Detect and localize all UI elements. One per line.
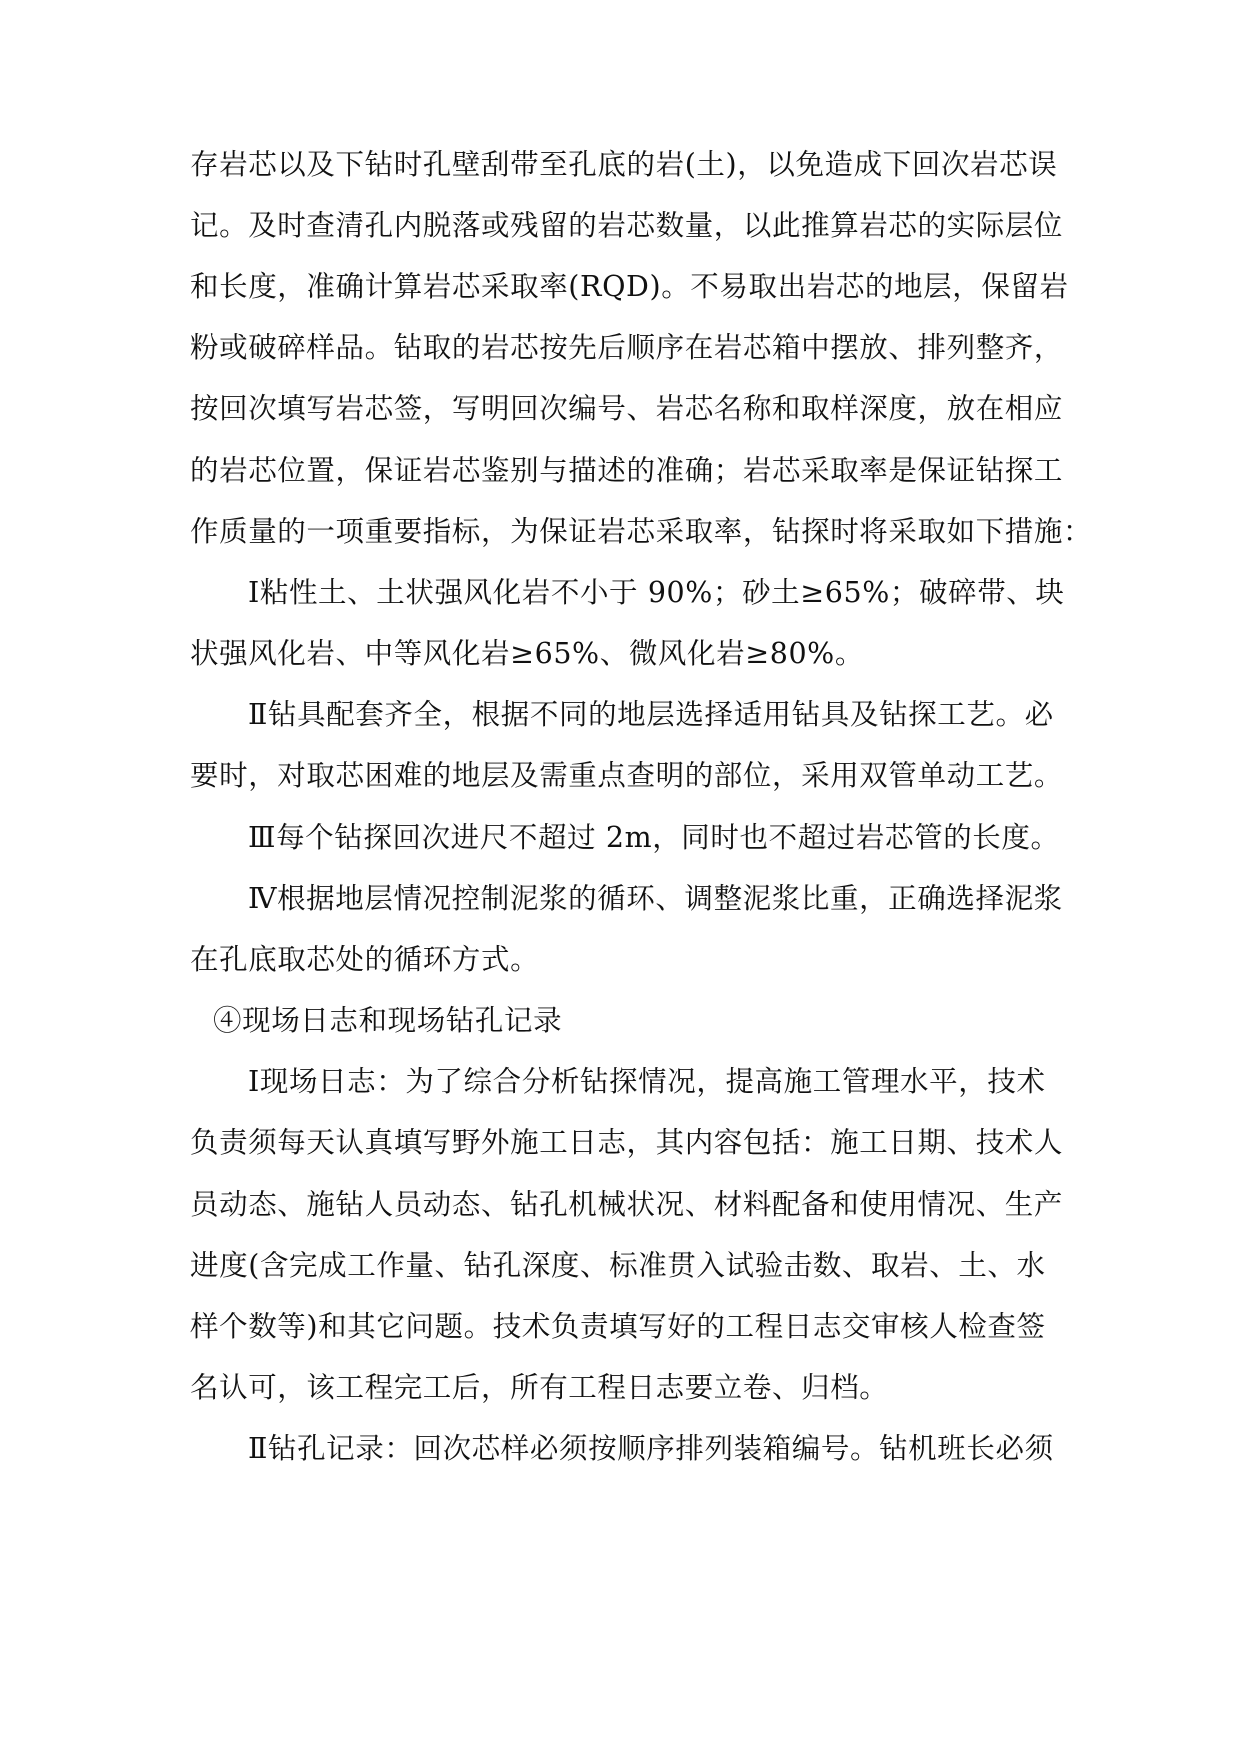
text-line: 的岩芯位置，保证岩芯鉴别与描述的准确；岩芯采取率是保证钻探工 bbox=[190, 454, 1064, 487]
list-item-text-line: Ⅱ钻具配套齐全，根据不同的地层选择适用钻具及钻探工艺。必 bbox=[248, 698, 1054, 731]
text-line: 要时，对取芯困难的地层及需重点查明的部位，采用双管单动工艺。 bbox=[190, 759, 1064, 792]
text-line: 样个数等)和其它问题。技术负责填写好的工程日志交审核人检查签 bbox=[190, 1310, 1046, 1343]
section-heading: ④现场日志和现场钻孔记录 bbox=[213, 1004, 563, 1037]
text-line: 按回次填写岩芯签，写明回次编号、岩芯名称和取样深度，放在相应 bbox=[190, 392, 1064, 425]
text-line: 负责须每天认真填写野外施工日志，其内容包括：施工日期、技术人 bbox=[190, 1126, 1064, 1159]
list-item-text-line: Ⅲ每个钻探回次进尺不超过 2m，同时也不超过岩芯管的长度。 bbox=[248, 821, 1060, 854]
text-line: 状强风化岩、中等风化岩≥65%、微风化岩≥80%。 bbox=[190, 637, 864, 670]
text-line: 作质量的一项重要指标，为保证岩芯采取率，钻探时将采取如下措施： bbox=[190, 515, 1093, 548]
text-line: 进度(含完成工作量、钻孔深度、标准贯入试验击数、取岩、土、水 bbox=[190, 1249, 1046, 1282]
list-item-text-line: Ⅱ钻孔记录：回次芯样必须按顺序排列装箱编号。钻机班长必须 bbox=[248, 1432, 1054, 1465]
text-line: 名认可，该工程完工后，所有工程日志要立卷、归档。 bbox=[190, 1371, 889, 1404]
text-line: 存岩芯以及下钻时孔壁刮带至孔底的岩(土)，以免造成下回次岩芯误 bbox=[190, 148, 1058, 181]
list-item-text-line: Ⅰ现场日志：为了综合分析钻探情况，提高施工管理水平，技术 bbox=[248, 1065, 1046, 1098]
text-line: 和长度，准确计算岩芯采取率(RQD)。不易取出岩芯的地层，保留岩 bbox=[190, 270, 1069, 303]
text-line: 在孔底取芯处的循环方式。 bbox=[190, 943, 540, 976]
list-item-text-line: Ⅳ根据地层情况控制泥浆的循环、调整泥浆比重，正确选择泥浆 bbox=[248, 882, 1063, 915]
text-line: 粉或破碎样品。钻取的岩芯按先后顺序在岩芯箱中摆放、排列整齐， bbox=[190, 331, 1064, 364]
list-item-text-line: Ⅰ粘性土、土状强风化岩不小于 90%；砂土≥65%；破碎带、块 bbox=[248, 576, 1065, 609]
text-line: 记。及时查清孔内脱落或残留的岩芯数量，以此推算岩芯的实际层位 bbox=[190, 209, 1064, 242]
text-line: 员动态、施钻人员动态、钻孔机械状况、材料配备和使用情况、生产 bbox=[190, 1188, 1064, 1221]
